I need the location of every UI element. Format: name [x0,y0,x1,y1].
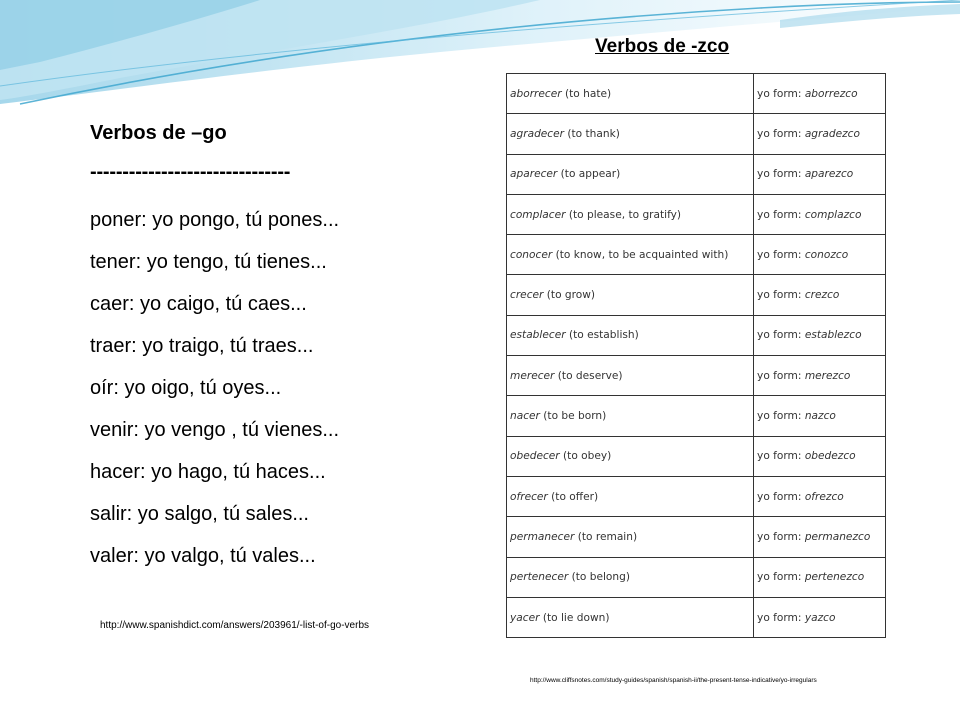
verb-meaning: (to deserve) [557,369,623,382]
verb-infinitive: crecer [510,289,544,302]
yo-form-value: ofrezco [804,490,844,503]
verb-meaning: (to please, to gratify) [568,208,682,221]
table-row [507,557,886,597]
yo-form-cell [754,356,886,396]
yo-form-cell [754,597,886,637]
verb-infinitive: nacer [510,410,540,423]
table-row [507,275,886,315]
yo-form-label: yo form: [757,530,802,543]
go-verb-line: valer: yo valgo, tú vales... [90,545,316,567]
yo-form-cell [754,436,886,476]
yo-form-cell [754,396,886,436]
verb-cell [507,597,754,637]
verb-infinitive: aborrecer [510,87,562,100]
yo-form-label: yo form: [757,450,802,463]
go-verb-list [90,206,339,584]
verb-infinitive: pertenecer [510,571,569,584]
verb-cell [507,557,754,597]
yo-form-label: yo form: [757,329,802,342]
yo-form-cell [754,154,886,194]
yo-form-cell [754,557,886,597]
verb-cell [507,114,754,154]
table-row [507,235,886,275]
go-source-url: http://www.spanishdict.com/answers/203961/-list-of-go-verbs [100,620,370,631]
go-verb-line: hacer: yo hago, tú haces... [90,461,326,483]
go-verb-line: venir: yo vengo , tú vienes... [90,419,340,441]
yo-form-cell [754,476,886,516]
table-row [507,315,886,355]
table-row [507,517,886,557]
verb-infinitive: establecer [510,329,566,342]
verb-cell [507,235,754,275]
go-section-title: Verbos de –go [90,122,227,144]
yo-form-value: aborrezco [804,87,858,100]
go-verb-line: salir: yo salgo, tú sales... [90,503,309,525]
verb-meaning: (to know, to be acquainted with) [555,248,729,261]
go-verb-line: oír: yo oigo, tú oyes... [90,377,282,399]
yo-form-cell [754,114,886,154]
table-row [507,396,886,436]
go-verb-line: traer: yo traigo, tú traes... [90,335,314,357]
verb-meaning: (to establish) [568,329,639,342]
verb-cell [507,356,754,396]
table-row [507,114,886,154]
yo-form-cell [754,74,886,114]
verb-meaning: (to belong) [571,571,630,584]
yo-form-label: yo form: [757,127,802,140]
yo-form-label: yo form: [757,369,802,382]
table-row [507,356,886,396]
zco-source-url: http://www.cliffsnotes.com/study-guides/spanish/spanish-ii/the-present-tense-indicative/yo-irregulars [530,677,817,684]
zco-section-title: Verbos de -zco [595,36,730,57]
verb-infinitive: yacer [510,611,540,624]
yo-form-value: merezco [804,369,851,382]
verb-cell [507,194,754,234]
yo-form-cell [754,235,886,275]
verb-infinitive: permanecer [510,530,575,543]
verb-cell [507,517,754,557]
yo-form-cell [754,315,886,355]
yo-form-label: yo form: [757,87,802,100]
go-verb-line: caer: yo caigo, tú caes... [90,293,307,315]
verb-cell [507,396,754,436]
table-row [507,154,886,194]
verb-cell [507,154,754,194]
zco-verb-table [506,73,886,638]
verb-meaning: (to grow) [546,289,596,302]
yo-form-value: agradezco [804,127,860,140]
verb-infinitive: ofrecer [510,490,548,503]
yo-form-value: conozco [804,248,849,261]
verb-infinitive: merecer [510,369,555,382]
table-row [507,194,886,234]
yo-form-label: yo form: [757,571,802,584]
yo-form-value: pertenezco [804,571,865,584]
verb-meaning: (to offer) [551,490,599,503]
verb-cell [507,315,754,355]
verb-cell [507,436,754,476]
yo-form-label: yo form: [757,208,802,221]
yo-form-label: yo form: [757,289,802,302]
yo-form-value: crezco [804,289,840,302]
table-row [507,436,886,476]
yo-form-value: yazco [804,611,836,624]
verb-infinitive: agradecer [510,127,565,140]
verb-cell [507,275,754,315]
yo-form-cell [754,194,886,234]
go-verb-line: poner: yo pongo, tú pones... [90,209,340,231]
table-row [507,597,886,637]
yo-form-label: yo form: [757,410,802,423]
yo-form-label: yo form: [757,490,802,503]
yo-form-cell [754,517,886,557]
yo-form-value: nazco [804,410,836,423]
table-row [507,74,886,114]
go-verb-line: tener: yo tengo, tú tienes... [90,251,327,273]
go-section-separator: ------------------------------- [90,161,291,183]
verb-meaning: (to appear) [560,168,621,181]
yo-form-value: aparezco [804,168,854,181]
yo-form-label: yo form: [757,248,802,261]
verb-meaning: (to thank) [567,127,620,140]
verb-infinitive: aparecer [510,168,558,181]
verb-meaning: (to obey) [563,450,612,463]
verb-infinitive: obedecer [510,450,560,463]
verb-cell [507,476,754,516]
yo-form-label: yo form: [757,168,802,181]
verb-infinitive: complacer [510,208,566,221]
verb-meaning: (to remain) [577,530,638,543]
yo-form-value: obedezco [804,450,856,463]
verb-meaning: (to lie down) [542,611,610,624]
yo-form-cell [754,275,886,315]
yo-form-value: permanezco [804,530,871,543]
verb-meaning: (to be born) [543,410,607,423]
yo-form-value: complazco [804,208,862,221]
table-row [507,476,886,516]
yo-form-value: establezco [804,329,862,342]
verb-cell [507,74,754,114]
verb-meaning: (to hate) [565,87,612,100]
yo-form-label: yo form: [757,611,802,624]
verb-infinitive: conocer [510,248,553,261]
